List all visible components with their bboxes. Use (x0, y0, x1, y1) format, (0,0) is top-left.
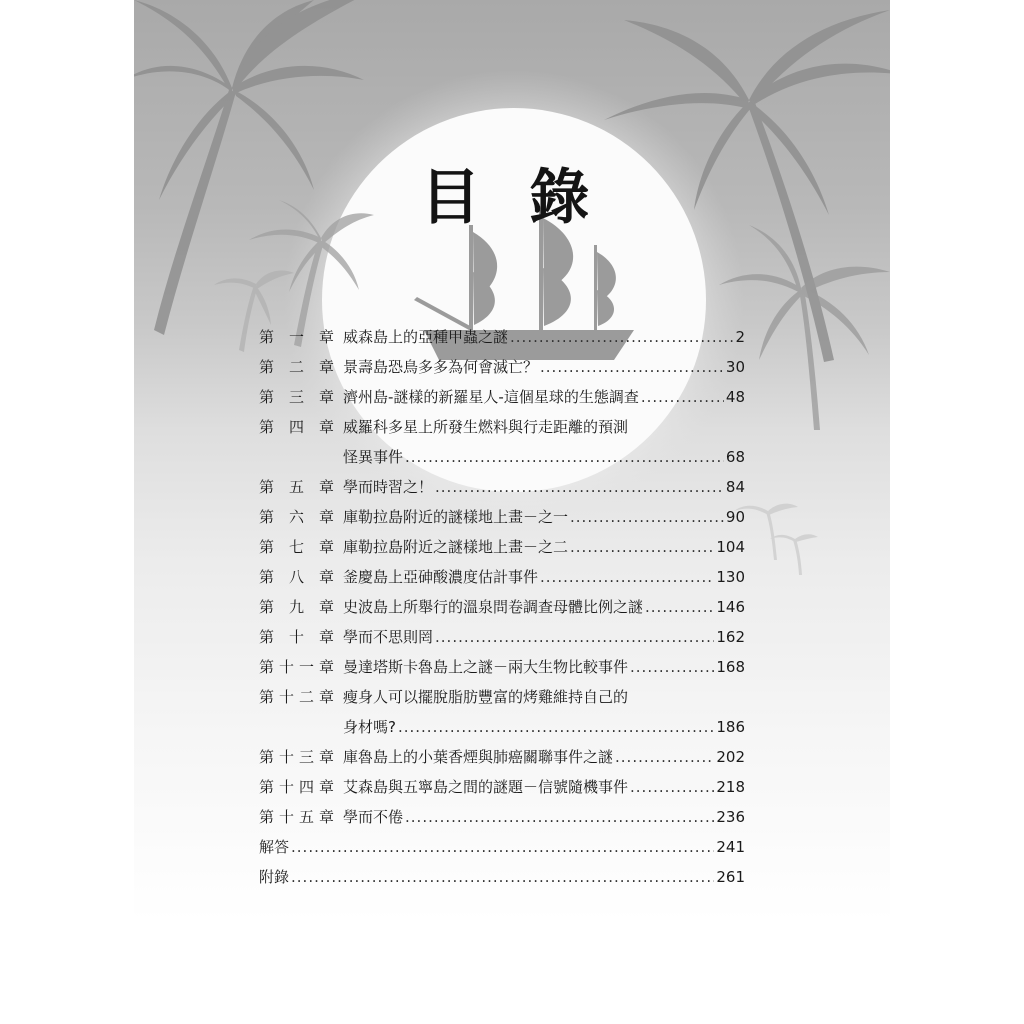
page-number: 202 (716, 748, 745, 766)
toc-entry[interactable] (259, 562, 745, 592)
toc-appendix-entry[interactable] (259, 862, 745, 892)
leader-dots (615, 742, 714, 772)
chapter-title: 艾森島與五寧島之間的謎題－信號隨機事件 (343, 778, 629, 796)
page-title: 目 錄 (420, 163, 604, 233)
appendix-title: 解答 (259, 838, 290, 856)
leader-dots (435, 622, 714, 652)
toc-entry[interactable] (259, 382, 745, 412)
chapter-title-continued: 怪異事件 (343, 448, 404, 466)
page-number: 186 (716, 718, 745, 736)
table-of-contents (259, 322, 745, 892)
page-number: 162 (716, 628, 745, 646)
leader-dots (398, 712, 714, 742)
page-number: 48 (725, 388, 745, 406)
leader-dots (540, 562, 714, 592)
page-number: 84 (725, 478, 745, 496)
leader-dots (630, 652, 714, 682)
page-number: 130 (716, 568, 745, 586)
toc-entry[interactable] (259, 652, 745, 682)
chapter-title: 學而時習之！ (343, 478, 434, 496)
chapter-title: 威森島上的亞種甲蟲之謎 (343, 328, 509, 346)
toc-entry[interactable] (259, 742, 745, 772)
chapter-number: 第 七 章 (259, 538, 335, 556)
toc-entry[interactable] (259, 472, 745, 502)
toc-entry[interactable] (259, 412, 745, 442)
chapter-number: 第 十 三 章 (259, 748, 335, 766)
appendix-title: 附錄 (259, 868, 290, 886)
page-number: 90 (725, 508, 745, 526)
chapter-title: 威羅科多星上所發生燃料與行走距離的預測 (343, 418, 629, 436)
chapter-number: 第 九 章 (259, 598, 335, 616)
leader-dots (540, 352, 724, 382)
toc-entry[interactable] (259, 352, 745, 382)
leader-dots (435, 472, 724, 502)
leader-dots (291, 862, 714, 892)
page-number: 2 (735, 328, 745, 346)
chapter-number: 第 五 章 (259, 478, 335, 496)
chapter-title: 濟州島-謎樣的新羅星人-這個星球的生態調查 (343, 388, 639, 406)
chapter-number: 第 四 章 (259, 418, 335, 436)
page-number: 68 (725, 448, 745, 466)
chapter-title: 瘦身人可以擺脫脂肪豐富的烤雞維持自己的 (343, 688, 629, 706)
toc-list (259, 322, 745, 892)
chapter-title: 學而不思則罔 (343, 628, 434, 646)
page-number: 168 (716, 658, 745, 676)
toc-appendix-entry[interactable] (259, 832, 745, 862)
leader-dots (570, 502, 724, 532)
leader-dots (291, 832, 714, 862)
chapter-number: 第 十 章 (259, 628, 335, 646)
toc-page (134, 0, 890, 1024)
chapter-number: 第 十 四 章 (259, 778, 335, 796)
chapter-number: 第 二 章 (259, 358, 335, 376)
leader-dots (641, 382, 724, 412)
page-number: 236 (716, 808, 745, 826)
toc-entry[interactable] (259, 592, 745, 622)
chapter-title: 釜慶島上亞砷酸濃度估計事件 (343, 568, 539, 586)
leader-dots (630, 772, 714, 802)
toc-entry[interactable] (259, 682, 745, 712)
chapter-number: 第 十 五 章 (259, 808, 335, 826)
chapter-title: 景壽島恐鳥多多為何會滅亡？ (343, 358, 539, 376)
toc-entry-continued[interactable] (259, 442, 745, 472)
chapter-number: 第 六 章 (259, 508, 335, 526)
toc-entry[interactable] (259, 502, 745, 532)
chapter-title: 庫勒拉島附近之謎樣地上畫－之二 (343, 538, 569, 556)
chapter-title: 庫勒拉島附近的謎樣地上畫－之一 (343, 508, 569, 526)
toc-entry[interactable] (259, 322, 745, 352)
chapter-number: 第 十 二 章 (259, 688, 335, 706)
chapter-title-continued: 身材嗎? (343, 718, 396, 736)
toc-entry-continued[interactable] (259, 712, 745, 742)
page-number: 261 (716, 868, 745, 886)
toc-entry[interactable] (259, 622, 745, 652)
leader-dots (510, 322, 733, 352)
leader-dots (405, 802, 714, 832)
page-number: 218 (716, 778, 745, 796)
chapter-title: 庫魯島上的小葉香煙與肺癌關聯事件之謎 (343, 748, 614, 766)
chapter-title: 學而不倦 (343, 808, 404, 826)
chapter-number: 第 八 章 (259, 568, 335, 586)
chapter-number: 第 三 章 (259, 388, 335, 406)
leader-dots (645, 592, 714, 622)
chapter-number: 第 一 章 (259, 328, 335, 346)
toc-entry[interactable] (259, 772, 745, 802)
page-number: 104 (716, 538, 745, 556)
leader-dots (405, 442, 724, 472)
page-number: 146 (716, 598, 745, 616)
page-number: 30 (725, 358, 745, 376)
chapter-title: 史波島上所舉行的溫泉問卷調查母體比例之謎 (343, 598, 644, 616)
distant-palms-icon (734, 504, 818, 575)
leader-dots (570, 532, 714, 562)
chapter-number: 第 十 一 章 (259, 658, 335, 676)
toc-entry[interactable] (259, 532, 745, 562)
chapter-title: 曼達塔斯卡魯島上之謎－兩大生物比較事件 (343, 658, 629, 676)
page-number: 241 (716, 838, 745, 856)
toc-entry[interactable] (259, 802, 745, 832)
